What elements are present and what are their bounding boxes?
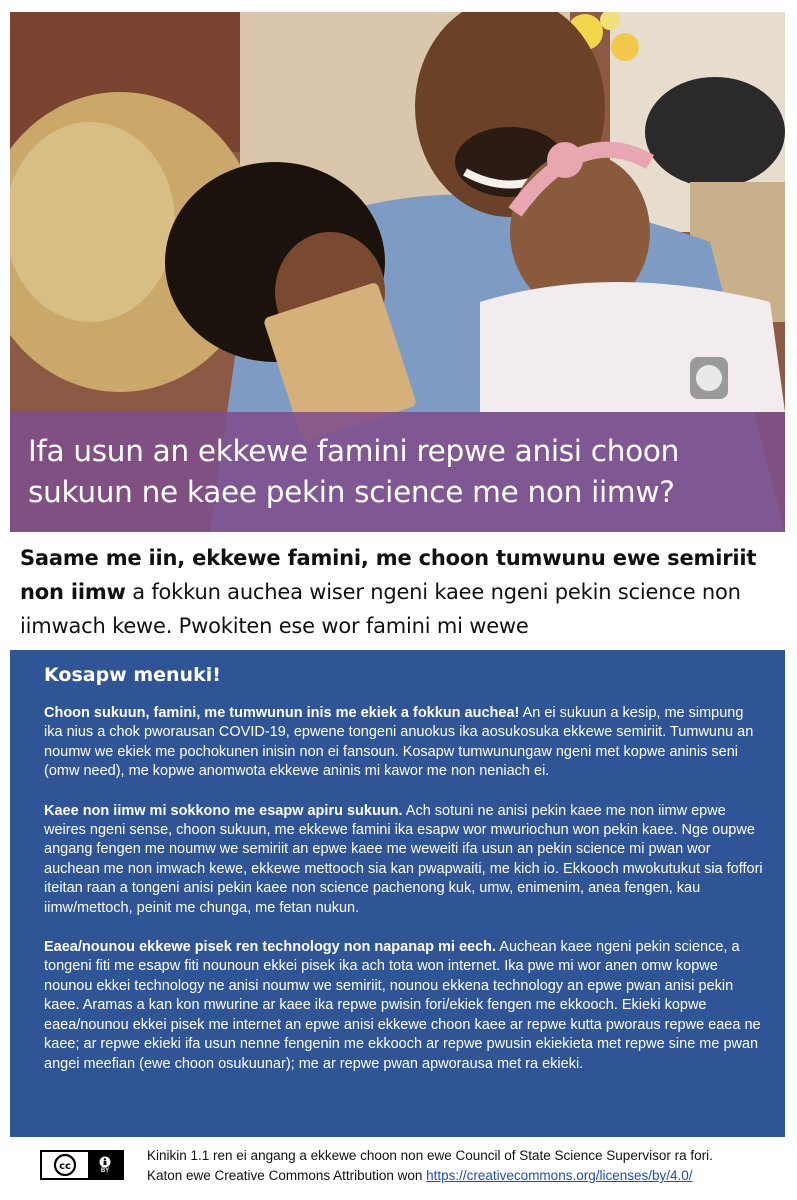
license-line-1: Kinikin 1.1 ren ei angang a ekkewe choon non ewe Council of State Science Supervisor ra fori. — [147, 1148, 713, 1163]
person-icon — [99, 1156, 111, 1168]
tip-lead: Choon sukuun, famini, me tumwunun inis me ekiek a fokkun auchea! — [44, 705, 520, 721]
svg-text:cc: cc — [59, 1161, 71, 1172]
tip-lead: Kaee non iimw mi sokkono me esapw apiru sukuun. — [44, 802, 403, 819]
cc-by-icon — [40, 1150, 124, 1180]
tip-body: Ach sotuni ne anisi pekin kaee me non iimw epwe weires ngeni sense, choon sukuun, me ekkewe famini ika esapw wor mwuriochun won pekin kaee. Nge oupwe angang fengen me noumw we semiriit an epwe kaee me weweiti ifa usun an pekin science mi pwan wor auchean me non imwach kewe, ekkewe mettooch sia kan pwapwaiti, me kich io. Ekkooch mwokutukut sia foffori iteitan raan a tongeni anisi pekin kaee non science pachenong kuk, umw, enimenim, anea fengen, kau iimw/mettoch, peinit me chunga, me fetan nukun. — [44, 802, 763, 916]
tip-paragraph — [44, 704, 765, 782]
intro-body: a fokkun auchea wiser ngeni kaee ngeni pekin science non iimwach kewe. Pwokiten ese wor famini mi wewe — [20, 580, 741, 638]
title-banner — [10, 412, 785, 532]
cc-by-label: BY — [100, 1167, 110, 1174]
tip-paragraph — [44, 938, 765, 1074]
tip-body: Auchean kaee ngeni pekin science, a tongeni fiti me esapw fiti nounoun ekkei pisek ika ach tota won internet. Ika pwe mi wor anen omw kopwe nounou ekkei technology ne anisi noumw we semiriit, nounou ekkena technology an epwe pwan anisi pekin kaee. Aramas a kan kon mwurine ar kaee ika repwe pwisin fori/ekiek fengen me ekkooch. Ekieki kopwe eaea/nounou ekkei pisek me internet an epwe anisi ekkewe choon kaee ar repwe kutta pworaus repwe eaea ne kaee; ar repwe ekieki ifa usun nenne fengenin me ekkooch ar repwe pwusin ekiekieta met repwe sine me pwan angei meefian (ewe choon osukuunar); me ar repwe pwan apworausa met ra ekieki. — [44, 939, 761, 1072]
cc-logo-icon — [42, 1152, 88, 1178]
tip-paragraph — [44, 802, 765, 918]
intro-paragraph — [20, 541, 790, 643]
intro-bold-lead: Saame me iin, ekkewe famini, me choon tumwunu ewe semiriit non iimw — [20, 546, 757, 604]
license-note — [147, 1146, 787, 1186]
tips-heading: Kosapw menuki! — [44, 664, 221, 686]
footer — [0, 1140, 797, 1200]
tips-box — [10, 650, 785, 1137]
page-title: Ifa usun an ekkewe famini repwe anisi choon sukuun ne kaee pekin science me non iimw? — [28, 434, 679, 509]
tip-lead: Eaea/nounou ekkewe pisek ren technology non napanap mi eech. — [44, 939, 497, 956]
tip-body: An ei sukuun a kesip, me simpung ika nius a chok pworausan COVID-19, epwene tongeni anuokus ika aosukosuka ekkewe semiriit. Tumwunu an noumw we ekiek me pochokunen inisin non ei fansoun. Kosapw tumwunungaw ngeni met kopwe aninis seni (omw need), me kopwe anomwota ekkewe aninis mi kawor me non neniach ei. — [44, 705, 754, 780]
license-link[interactable]: https://creativecommons.org/licenses/by/4.0/ — [426, 1168, 693, 1183]
cc-attribution-icon — [88, 1152, 122, 1178]
license-line-2: Katon ewe Creative Commons Attribution won — [147, 1168, 427, 1183]
